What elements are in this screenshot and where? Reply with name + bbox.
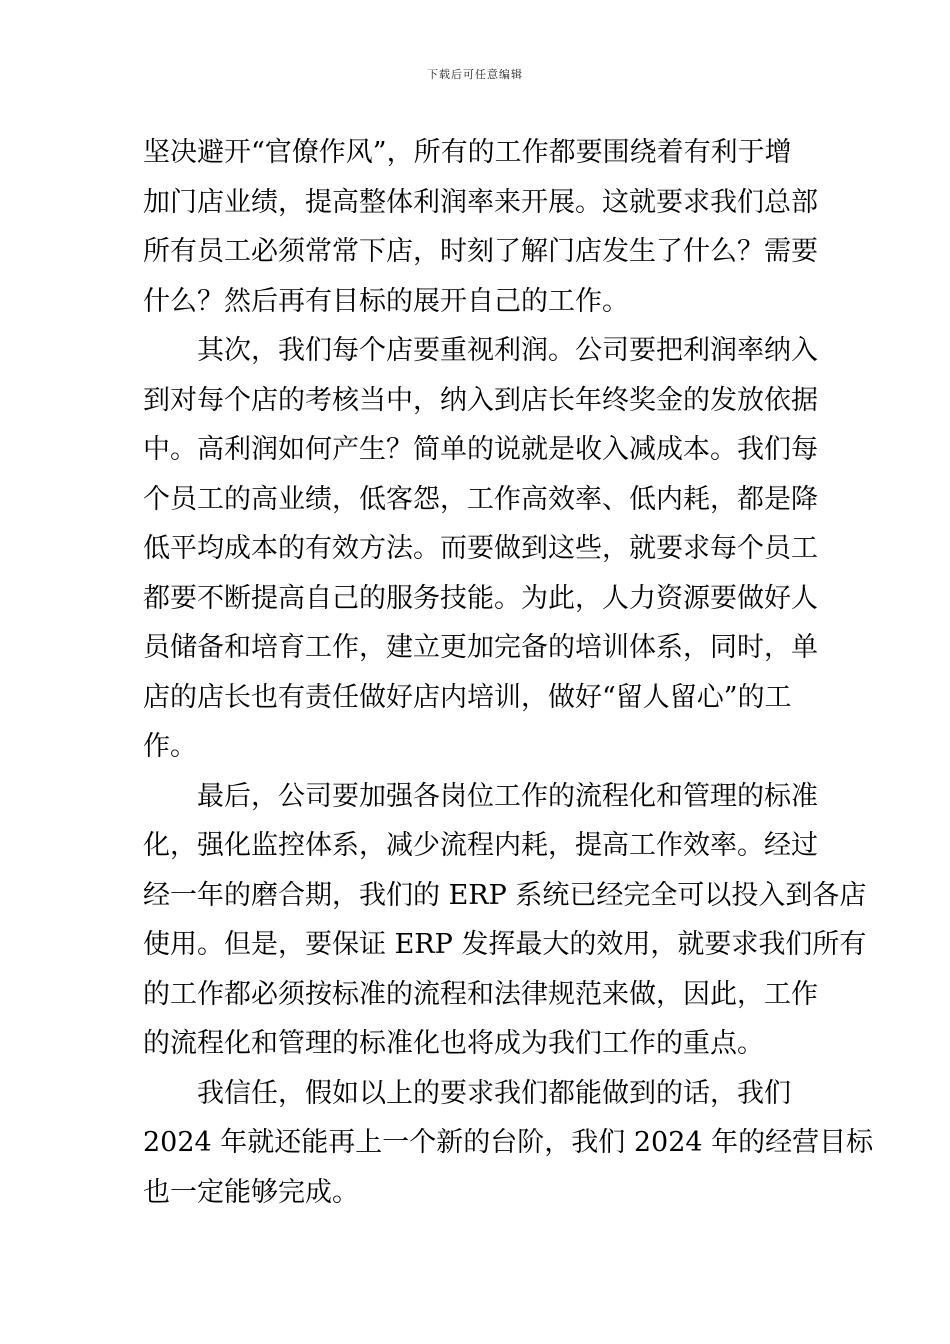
text-line: 经一年的磨合期，我们的 ERP 系统已经完全可以投入到各店 [143,879,867,911]
text-line: 其次，我们每个店要重视利润。公司要把利润率纳入 [143,335,818,366]
text-line: 中。高利润如何产生？简单的说就是收入减成本。我们每 [143,434,818,465]
text-line: 坚决避开“官僚作风”，所有的工作都要围绕着有利于增 [143,137,792,168]
text-line: 都要不断提高自己的服务技能。为此，人力资源要做好人 [143,582,818,614]
text-line: 低平均成本的有效方法。而要做到这些，就要求每个员工 [143,533,818,564]
text-line: 我信任，假如以上的要求我们都能做到的话，我们 [143,1077,791,1109]
text-line: 店的店长也有责任做好店内培训，做好“留人留心”的工 [143,681,792,713]
text-line: 所有员工必须常常下店，时刻了解门店发生了什么？需要 [143,236,818,267]
text-line: 作。 [143,731,197,762]
document-body [143,128,874,1217]
text-line: 也一定能够完成。 [143,1176,359,1208]
text-line: 员储备和培育工作，建立更加完备的培训体系，同时，单 [143,632,818,663]
text-line: 使用。但是，要保证 ERP 发挥最大的效用，就要求我们所有 [143,929,867,960]
text-line: 化，强化监控体系，减少流程内耗，提高工作效率。经过 [143,830,818,861]
text-line: 什么？然后再有目标的展开自己的工作。 [143,285,629,317]
text-line: 个员工的高业绩，低客怨，工作高效率、低内耗，都是降 [143,483,818,515]
text-line: 到对每个店的考核当中，纳入到店长年终奖金的发放依据 [143,384,818,416]
page-header: 下载后可任意编辑 [427,68,523,81]
text-line: 的工作都必须按标准的流程和法律规范来做，因此，工作 [143,978,818,1010]
text-line: 的流程化和管理的标准化也将成为我们工作的重点。 [143,1028,764,1059]
text-line: 2024 年就还能再上一个新的台阶，我们 2024 年的经营目标 [143,1127,874,1158]
text-line: 最后，公司要加强各岗位工作的流程化和管理的标准 [143,780,818,812]
text-line: 加门店业绩，提高整体利润率来开展。这就要求我们总部 [143,186,818,218]
